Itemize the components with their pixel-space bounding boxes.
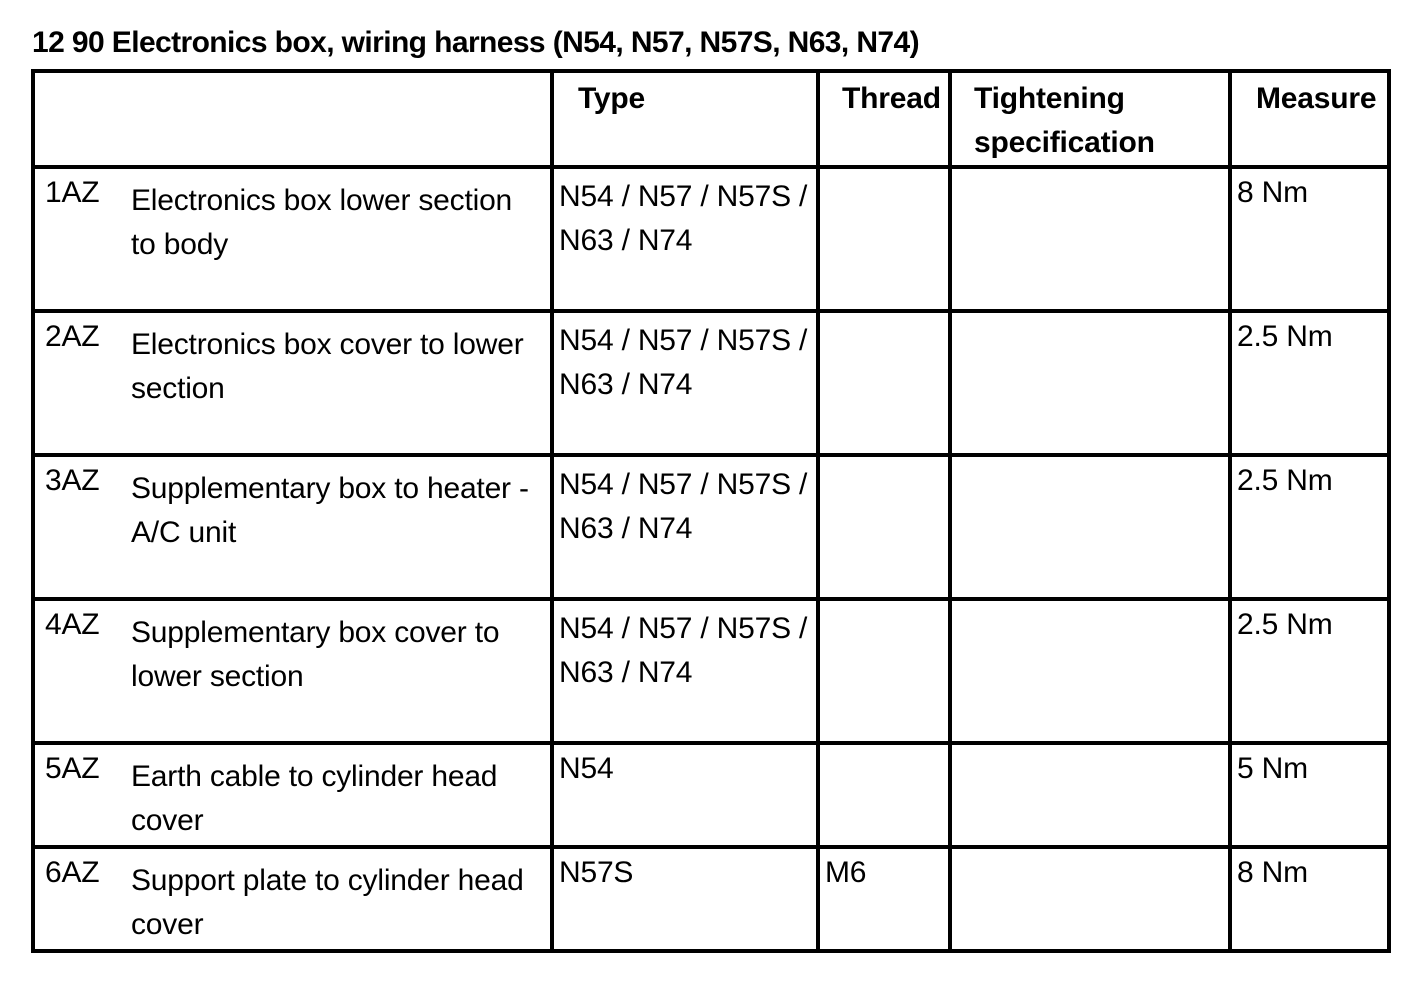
- row-type: N54 / N57 / N57S / N63 / N74: [552, 455, 818, 599]
- row-tightening: [950, 167, 1230, 311]
- row-code: 1AZ: [45, 176, 100, 209]
- torque-spec-table: [31, 69, 1391, 953]
- table-row: [33, 455, 1389, 599]
- row-code: 5AZ: [45, 752, 100, 785]
- row-thread: M6: [818, 847, 950, 951]
- row-tightening: [950, 599, 1230, 743]
- row-thread: [818, 743, 950, 847]
- row-type: N54: [552, 743, 818, 847]
- header-type: Type: [552, 71, 818, 167]
- row-description: Earth cable to cylinder head cover: [131, 760, 498, 837]
- table-row: [33, 311, 1389, 455]
- row-code: 6AZ: [45, 856, 100, 889]
- row-type: N54 / N57 / N57S / N63 / N74: [552, 167, 818, 311]
- row-measure: 8 Nm: [1230, 167, 1389, 311]
- table-row: [33, 847, 1389, 951]
- table-row: [33, 743, 1389, 847]
- table-row: [33, 167, 1389, 311]
- row-type: N54 / N57 / N57S / N63 / N74: [552, 599, 818, 743]
- table-header-row: [33, 71, 1389, 167]
- row-description-cell: [33, 311, 552, 455]
- row-tightening: [950, 847, 1230, 951]
- row-description: Supplementary box cover to lower section: [131, 616, 500, 693]
- row-code: 2AZ: [45, 320, 100, 353]
- row-description: Electronics box lower section to body: [131, 184, 513, 261]
- row-type: N54 / N57 / N57S / N63 / N74: [552, 311, 818, 455]
- row-description-cell: [33, 167, 552, 311]
- row-thread: [818, 599, 950, 743]
- row-tightening: [950, 311, 1230, 455]
- row-type: N57S: [552, 847, 818, 951]
- header-description: [33, 71, 552, 167]
- row-description: Support plate to cylinder head cover: [131, 864, 524, 941]
- table-row: [33, 599, 1389, 743]
- row-measure: 2.5 Nm: [1230, 311, 1389, 455]
- header-thread: Thread: [818, 71, 950, 167]
- row-measure: 2.5 Nm: [1230, 599, 1389, 743]
- row-description-cell: [33, 599, 552, 743]
- row-tightening: [950, 455, 1230, 599]
- row-tightening: [950, 743, 1230, 847]
- row-thread: [818, 311, 950, 455]
- row-measure: 8 Nm: [1230, 847, 1389, 951]
- row-description: Supplementary box to heater - A/C unit: [131, 472, 529, 549]
- row-description: Electronics box cover to lower section: [131, 328, 524, 405]
- row-description-cell: [33, 455, 552, 599]
- row-code: 4AZ: [45, 608, 100, 641]
- header-measure: Measure: [1230, 71, 1389, 167]
- row-measure: 5 Nm: [1230, 743, 1389, 847]
- row-thread: [818, 167, 950, 311]
- row-code: 3AZ: [45, 464, 100, 497]
- row-description-cell: [33, 847, 552, 951]
- header-tightening-specification: Tightening specification: [950, 71, 1230, 167]
- document-title: 12 90 Electronics box, wiring harness (N54, N57, N57S, N63, N74): [32, 26, 919, 59]
- row-thread: [818, 455, 950, 599]
- row-description-cell: [33, 743, 552, 847]
- row-measure: 2.5 Nm: [1230, 455, 1389, 599]
